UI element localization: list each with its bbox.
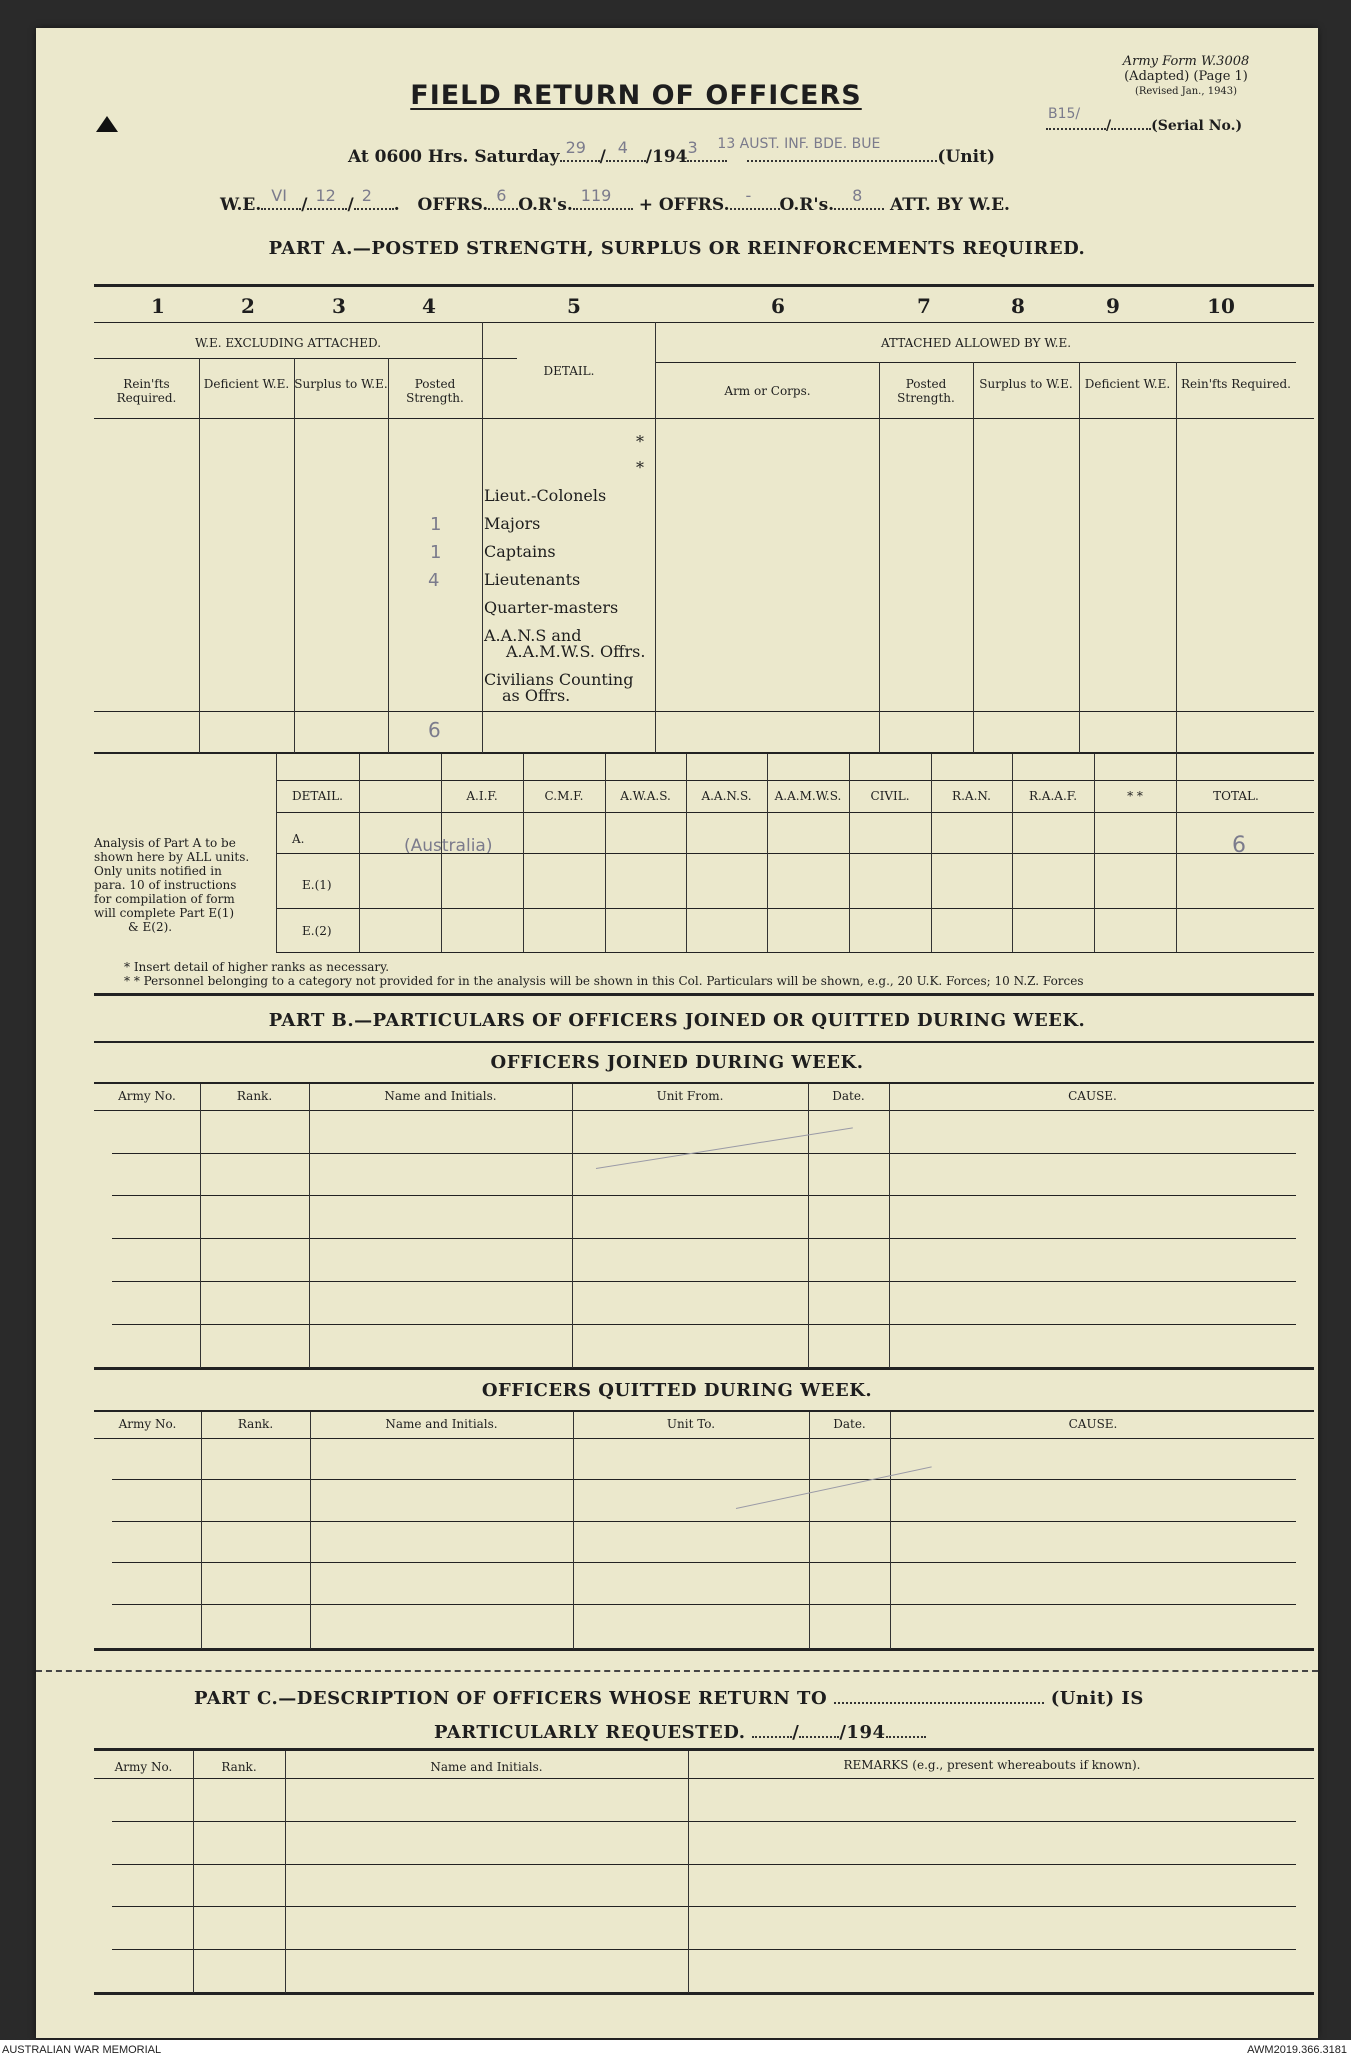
archive-name: AUSTRALIAN WAR MEMORIAL [2,2044,162,2056]
col-num-4: 4 [422,294,436,318]
unit-label: (Unit) [937,147,995,167]
joined-hdr-name: Name and Initials. [384,1089,497,1103]
col-num-2: 2 [241,294,255,318]
quitted-hdr-army-no: Army No. [118,1417,177,1431]
analysis-note [94,836,274,934]
an-col-awas: A.W.A.S. [620,789,671,803]
serial-handwritten: B15/ [1048,106,1081,122]
row-aamws: A.A.M.W.S. Offrs. [506,642,646,661]
an-col-other: * * [1127,789,1143,803]
at-label: At 0600 Hrs. Saturday [348,147,560,167]
group-right-header: ATTACHED ALLOWED BY W.E. [880,336,1072,350]
serial-number: B15/ / (Serial No.) [1048,106,1243,134]
part-c-year: /194 [839,1722,886,1743]
row-lieutenants: Lieutenants [484,570,581,589]
joined-hdr-cause: CAUSE. [1068,1089,1117,1103]
posted-total: 6 [428,718,441,742]
row-as-offrs: as Offrs. [502,686,571,705]
form-number: Army Form W.3008 [1122,54,1250,69]
row-lieut-colonels: Lieut.-Colonels [484,486,607,505]
part-c-title-c: PARTICULARLY REQUESTED. [434,1722,746,1743]
date-month: 4 [617,138,628,157]
an-row-e1: E.(1) [302,878,332,892]
we-part-2: 12 [315,186,336,205]
offrs-label: OFFRS. [417,195,489,215]
analysis-note-line: shown here by ALL units. [94,850,250,864]
att-label: ATT. BY W.E. [890,195,1010,215]
plus-offrs-value: - [745,186,752,205]
col-num-8: 8 [1011,294,1025,318]
analysis-note-line: will complete Part E(1) [94,906,235,920]
document-page [36,28,1318,2038]
analysis-note-line: & E(2). [128,920,173,934]
joined-title: OFFICERS JOINED DURING WEEK. [490,1052,864,1073]
quitted-hdr-name: Name and Initials. [385,1417,498,1431]
col-num-5: 5 [567,294,581,318]
joined-hdr-unit-from: Unit From. [656,1089,724,1103]
row-majors: Majors [484,514,541,533]
ors2-label: O.R's. [779,195,835,215]
quitted-hdr-date: Date. [833,1417,866,1431]
we-part-3: 2 [361,186,372,205]
posted-majors: 1 [430,514,442,535]
col-num-6: 6 [771,294,785,318]
part-c-title-a: PART C.—DESCRIPTION OF OFFICERS WHOSE RETURN TO [194,1688,828,1709]
part-c-title-b: (Unit) IS [1050,1688,1144,1709]
hdr-deficient-right: Deficient W.E. [1084,377,1171,391]
we-part-1: VI [271,186,287,205]
footnote-1: * Insert detail of higher ranks as necessary. [124,960,390,974]
cut-line [36,1670,1318,1672]
ors-value: 119 [580,186,612,205]
c-hdr-rank: Rank. [221,1760,257,1774]
quitted-hdr-cause: CAUSE. [1068,1417,1118,1431]
c-hdr-remarks: REMARKS (e.g., present whereabouts if known). [843,1758,1141,1772]
an-col-aif: A.I.F. [466,789,498,803]
row-quarter-masters: Quarter-masters [484,598,619,617]
an-row-a: A. [292,832,305,846]
part-c-requested: PARTICULARLY REQUESTED. / /194 [434,1722,926,1743]
hdr-surplus-right: Surplus to W.E. [979,377,1073,391]
date-day: 29 [565,138,586,157]
offrs-value: 6 [496,186,507,205]
hdr-posted-left: Posted Strength. [406,377,464,405]
part-b-title: PART B.—PARTICULARS OF OFFICERS JOINED OR QUITTED DURING WEEK. [268,1010,1086,1031]
detail-header: DETAIL. [543,364,595,378]
an-col-ran: R.A.N. [952,789,991,803]
hdr-reinfts-left: Rein'fts Required. [116,377,177,405]
c-hdr-army-no: Army No. [114,1760,173,1774]
part-c-title [194,1688,1144,1709]
group-left-header: W.E. EXCLUDING ATTACHED. [194,336,382,350]
c-hdr-name: Name and Initials. [430,1760,543,1774]
row-civilians: Civilians Counting [484,670,634,689]
col-num-10: 10 [1207,294,1235,318]
hdr-posted-right: Posted Strength. [897,377,955,405]
archive-strip [0,2040,1351,2061]
col-num-3: 3 [332,294,346,318]
date-line: At 0600 Hrs. Saturday 29 / 4 /194 3 13 AUST. INF. BDE. BUE (Unit) [348,136,995,167]
serial-label: (Serial No.) [1151,118,1243,134]
form-reference [1066,54,1306,99]
year-digit: 3 [687,138,698,157]
quitted-hdr-rank: Rank. [237,1417,274,1431]
we-line: W.E. VI / 12 / 2 . OFFRS. 6 O.R's. 119 + OFFRS. - O.R's. 8 ATT. BY W.E. [220,186,1010,215]
star-row-2: * [636,458,644,477]
plus-offrs-label: + OFFRS. [638,195,730,215]
row-captains: Captains [484,542,556,561]
hdr-arm-corps: Arm or Corps. [724,384,811,398]
quitted-title: OFFICERS QUITTED DURING WEEK. [481,1380,873,1401]
form-adapted: (Adapted) (Page 1) [1124,69,1248,84]
an-col-total: TOTAL. [1213,789,1259,803]
an-row-e2: E.(2) [302,924,332,938]
col-num-7: 7 [917,294,931,318]
col-num-9: 9 [1106,294,1120,318]
an-col-civil: CIVIL. [870,789,910,803]
quitted-hdr-unit-to: Unit To. [666,1417,716,1431]
hdr-deficient-left: Deficient W.E. [203,377,290,391]
year-prefix: /194 [645,147,688,167]
spade-mark [96,116,118,132]
part-a-title: PART A.—POSTED STRENGTH, SURPLUS OR REINFORCEMENTS REQUIRED. [268,238,1086,259]
footnote-2: * * Personnel belonging to a category not provided for in the analysis will be shown in this Col. Particulars will be shown, e.g., 20 U.K. Forces; 10 N.Z. Forces [124,974,1084,988]
col-num-1: 1 [151,294,165,318]
posted-captains: 1 [430,542,442,563]
archive-id: AWM2019.366.3181 [1247,2044,1347,2056]
hdr-reinfts-right: Rein'fts Required. [1181,377,1291,391]
an-a-total: 6 [1232,833,1246,858]
joined-hdr-rank: Rank. [236,1089,273,1103]
an-col-detail: DETAIL. [292,789,343,803]
joined-hdr-army-no: Army No. [118,1089,176,1103]
we-label: W.E. [220,195,262,215]
an-col-raaf: R.A.A.F. [1028,789,1078,803]
an-col-aans: A.A.N.S. [701,789,752,803]
ors-label: O.R's. [518,195,573,215]
unit-handwritten: 13 AUST. INF. BDE. BUE [717,136,881,152]
star-row-1: * [636,432,644,451]
pencil-stroke [596,1127,853,1169]
posted-lieutenants: 4 [428,570,440,591]
row-aans: A.A.N.S and [484,626,582,645]
an-a-handwritten: (Australia) [404,836,493,856]
an-col-aamws: A.A.M.W.S. [774,789,842,803]
form-revised: (Revised Jan., 1943) [1134,86,1238,97]
joined-hdr-date: Date. [832,1089,865,1103]
pencil-stroke [736,1466,932,1509]
analysis-note-line: para. 10 of instructions [94,878,237,892]
analysis-note-line: Analysis of Part A to be [94,836,236,850]
page-title: FIELD RETURN OF OFFICERS [410,80,862,111]
ors2-value: 8 [852,186,863,205]
analysis-note-line: for compilation of form [94,892,235,906]
hdr-surplus-left: Surplus to W.E. [294,377,388,391]
analysis-note-line: Only units notified in [94,864,222,878]
an-col-cmf: C.M.F. [544,789,584,803]
